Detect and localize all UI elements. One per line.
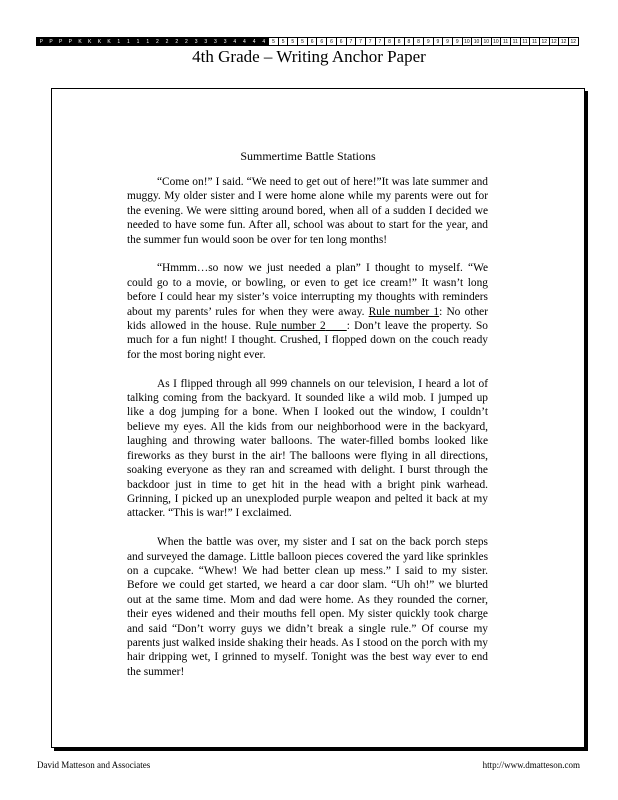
grade-strip-cell: 5 (288, 38, 298, 45)
grade-strip-cell: 12 (570, 39, 577, 45)
grade-strip-cell: 3 (221, 38, 231, 45)
grade-strip-cell: 9 (424, 38, 434, 45)
grade-strip-cell: 3 (201, 38, 211, 45)
grade-strip-cell: 8 (395, 38, 405, 45)
grade-strip-cell: 7 (356, 38, 366, 45)
grade-strip-cell: 4 (240, 38, 250, 45)
grade-strip-cell: 12 (559, 38, 569, 45)
essay-paragraph-2 (127, 261, 488, 362)
essay-body (127, 175, 488, 694)
grade-strip-cell: K (85, 38, 95, 45)
essay-text: : No other kids allowed in the house. Ru (127, 305, 489, 333)
grade-strip-cell: 1 (124, 38, 134, 45)
rule-underline-gap (326, 320, 347, 332)
grade-strip-cell: P (56, 38, 66, 45)
grade-strip-cell: 11 (511, 38, 521, 45)
grade-strip-cell: 9 (453, 38, 463, 45)
grade-strip-cell: 6 (337, 38, 347, 45)
grade-strip-cell: 5 (279, 38, 289, 45)
grade-strip-cell: 2 (182, 38, 192, 45)
grade-strip-cell: 10 (492, 38, 502, 45)
grade-strip-cell: 8 (405, 38, 415, 45)
grade-strip-cell: 2 (163, 38, 173, 45)
grade-strip-cell: 3 (192, 38, 202, 45)
grade-strip-cell: 8 (414, 38, 424, 45)
grade-strip-cell: 7 (376, 38, 386, 45)
grade-strip-cell: 6 (308, 38, 318, 45)
grade-strip-cell: 6 (327, 38, 337, 45)
grade-strip-cell: 6 (317, 38, 327, 45)
grade-strip-cell: P (47, 38, 57, 45)
grade-strip-cell: 11 (530, 38, 540, 45)
grade-strip-cell: 5 (298, 38, 308, 45)
grade-strip-cell: 10 (472, 38, 482, 45)
grade-strip-cell: K (105, 38, 115, 45)
grade-strip-cell: 11 (521, 38, 531, 45)
essay-text: “Hmmm…so now we just needed a plan” I thought to myself. “We could go to a movie, or bowling, or even to get ice cream!” It wasn’t long before I could hear my sister’s voice interrupting my thoughts with reminders about my parents’ rules for when they were away. (127, 262, 488, 318)
grade-strip-cell: 9 (443, 38, 453, 45)
grade-level-strip (36, 37, 579, 46)
grade-strip-cell: P (66, 38, 76, 45)
grade-strip-cell: 2 (172, 38, 182, 45)
grade-strip-cell: 7 (366, 38, 376, 45)
essay-title: Summertime Battle Stations (240, 149, 376, 163)
rule-number-2: le number 2 (268, 320, 326, 333)
grade-strip-cell: P (37, 38, 47, 45)
rule-number-1: Rule number 1 (368, 305, 440, 318)
grade-strip-cell: K (95, 38, 105, 45)
grade-strip-cell: 7 (347, 38, 357, 45)
grade-strip-cell: 11 (501, 38, 511, 45)
grade-strip-cell: 1 (114, 38, 124, 45)
essay-text: : Don’t leave the property. So much for a fun night! I thought. Crushed, I flopped down on the couch ready for the most boring night ever. (127, 320, 488, 361)
grade-strip-cell: 12 (550, 38, 560, 45)
grade-strip-cell: 2 (153, 38, 163, 45)
essay-paragraph-1: “Come on!” I said. “We need to get out of here!”It was late summer and muggy. My older sister and I were home alone while my parents were out for the evening. We were sitting around bored, when all of a sudden I decided we needed to have some fun. After all, school was about to start for the year, and the summer fun would soon be over for ten long months! (127, 176, 488, 246)
grade-strip-cell: 4 (250, 38, 260, 45)
grade-strip-cell: 3 (211, 38, 221, 45)
footer-url: http://www.dmatteson.com (482, 760, 580, 770)
grade-strip-cell: 1 (134, 38, 144, 45)
page-title: 4th Grade – Writing Anchor Paper (192, 47, 426, 66)
grade-strip-cell: 12 (540, 38, 550, 45)
essay-paragraph-4: When the battle was over, my sister and I sat on the back porch steps and surveyed the damage. Little balloon pieces covered the yard like sprinkles on a cupcake. “Whew! We had better clean up mess.” I said to my sister. Before we could get started, we heard a car door slam. “Uh oh!” we blurted out at the same time. Mom and dad were home. As they rounded the corner, their eyes widened and their mouths fell open. My sister quickly took charge and said “Don’t worry guys we didn’t break a single rule.” Of course my parents just walked inside shaking their heads. As I stood on the porch with my hair dripping wet, I grinned to myself. Tonight was the best way ever to end the summer! (127, 536, 488, 678)
grade-strip-cell: 4 (230, 38, 240, 45)
grade-strip-cell: 4 (259, 38, 269, 45)
footer-company: David Matteson and Associates (37, 760, 151, 770)
grade-strip-cell: 8 (385, 38, 395, 45)
grade-strip-cell: K (76, 38, 86, 45)
grade-strip-cell: 10 (463, 38, 473, 45)
grade-strip-cell: 1 (143, 38, 153, 45)
grade-strip-cell: 10 (482, 38, 492, 45)
essay-paragraph-3: As I flipped through all 999 channels on our television, I heard a lot of talking coming from the backyard. It sounded like a wild mob. I jumped up like a dog jumping for a bone. When I looked out the window, I couldn’t believe my eyes. All the kids from our neighborhood were in the backyard, laughing and throwing water balloons. The water-filled bombs looked like fireworks as they burst in the air! The balloons were flying in all directions, soaking everyone as they ran and screamed with delight. I burst through the backdoor just in time to get hit in the head with a bright pink warhead. Grinning, I picked up an unexploded purple weapon and pelted it back at my attacker. “This is war!” I exclaimed. (127, 377, 488, 520)
grade-strip-cell: 9 (434, 38, 444, 45)
grade-strip-cell: 5 (269, 38, 279, 45)
